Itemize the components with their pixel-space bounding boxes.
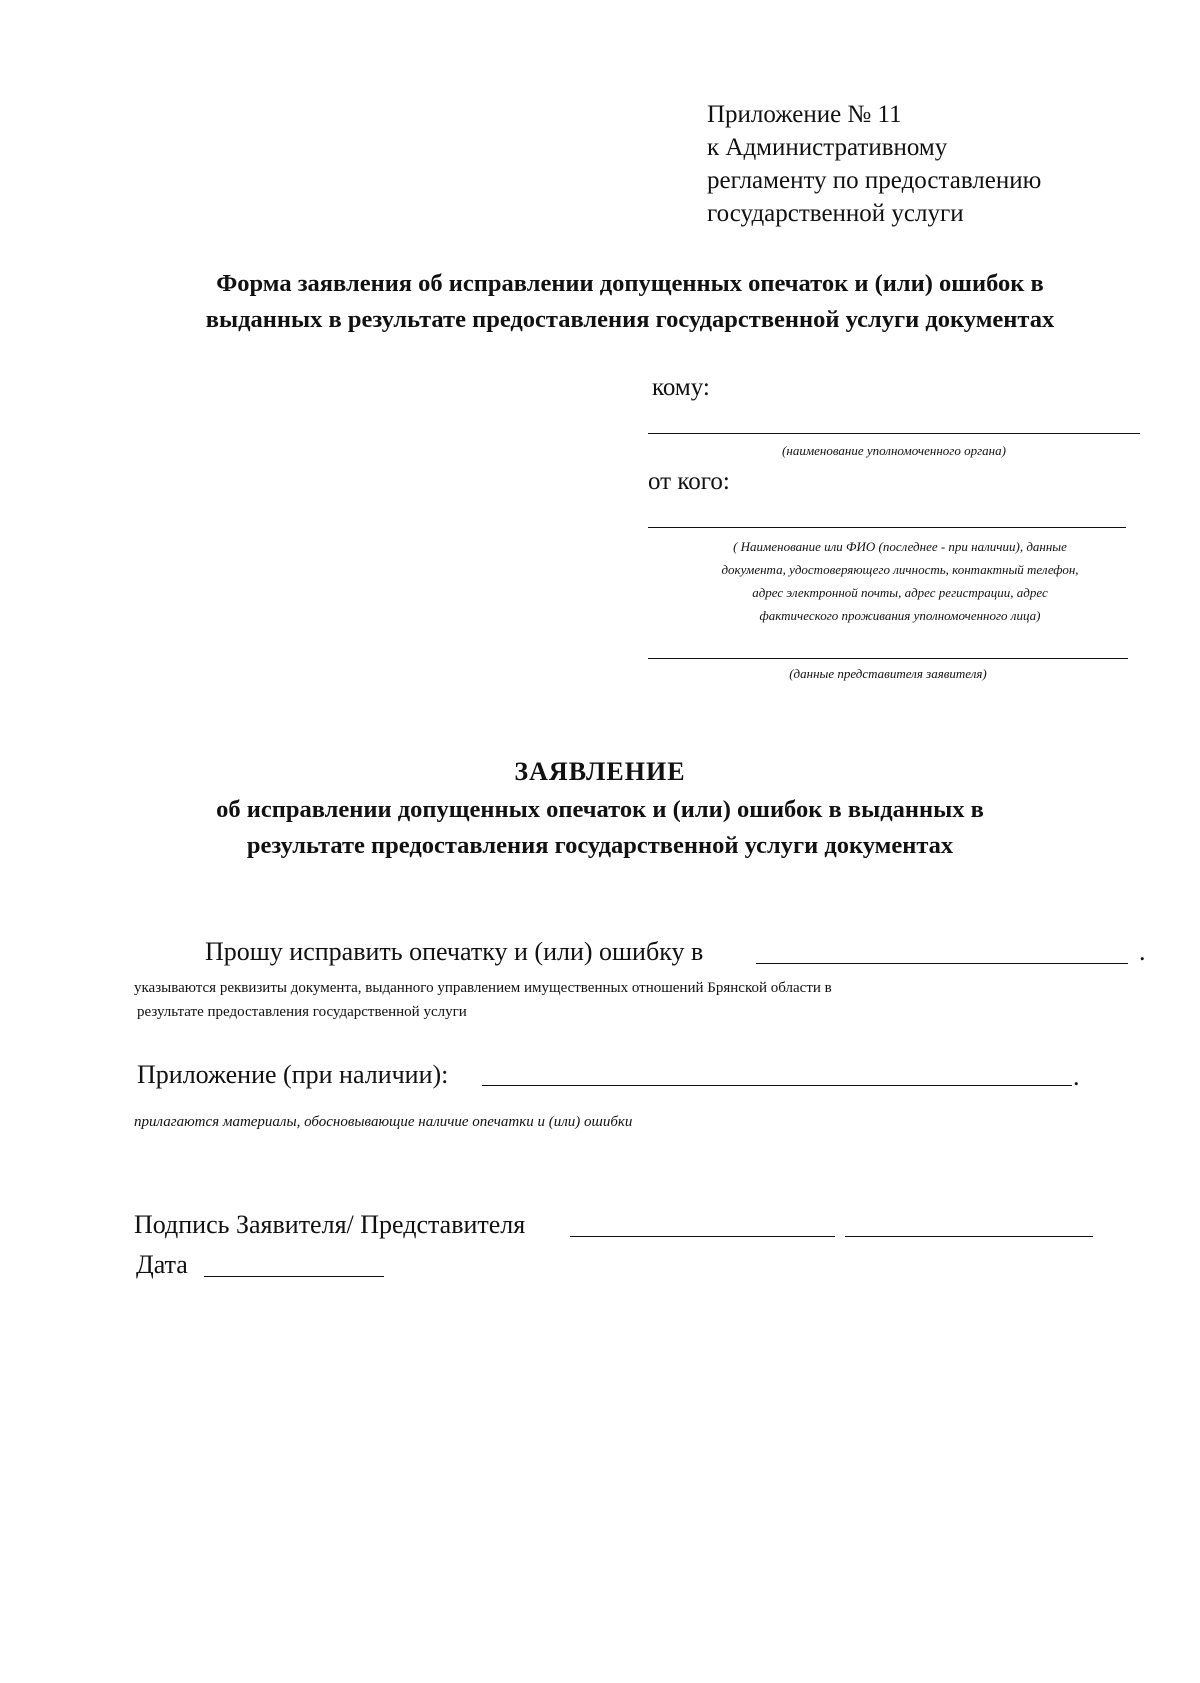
request-note-line-1: указываются реквизиты документа, выданного управлением имущественных отношений Брянской области в (134, 980, 832, 996)
representative-field-line[interactable] (648, 658, 1128, 659)
to-label: кому: (652, 374, 710, 401)
statement-title (150, 752, 1050, 864)
from-label: от кого: (648, 468, 730, 495)
attachment-end-mark: . (1073, 1062, 1080, 1091)
representative-hint: (данные представителя заявителя) (789, 666, 987, 681)
form-title (130, 266, 1130, 338)
statement-subtitle-line-1: об исправлении допущенных опечаток и (или) ошибок в выданных в (216, 796, 984, 823)
form-title-line-1: Форма заявления об исправлении допущенных опечаток и (или) ошибок в (216, 270, 1044, 297)
from-hint-line-3: адрес электронной почты, адрес регистрации, адрес (752, 585, 1048, 600)
from-hint-line-1: ( Наименование или ФИО (последнее - при наличии), данные (733, 539, 1067, 554)
signature-label: Подпись Заявителя/ Представителя (134, 1210, 526, 1239)
request-end-mark: . (1139, 937, 1146, 966)
from-hint-line-2: документа, удостоверяющего личность, контактный телефон, (721, 562, 1079, 577)
request-note-line-2: результате предоставления государственной услуги (137, 1004, 467, 1020)
statement-heading: ЗАЯВЛЕНИЕ (514, 757, 686, 786)
signature-name-field-line[interactable] (845, 1236, 1093, 1237)
appendix-header (707, 98, 1147, 230)
appendix-line-2: к Административному (707, 134, 948, 161)
appendix-line-3: регламенту по предоставлению (707, 167, 1042, 194)
signature-field-line[interactable] (570, 1236, 835, 1237)
request-field-line[interactable] (756, 963, 1128, 964)
attachment-field-line[interactable] (482, 1085, 1072, 1086)
from-field-line[interactable] (648, 527, 1126, 528)
statement-subtitle-line-2: результате предоставления государственной услуги документах (246, 832, 954, 859)
from-hint (640, 535, 1160, 627)
from-hint-line-4: фактического проживания уполномоченного лица) (759, 608, 1041, 623)
appendix-line-4: государственной услуги (707, 200, 964, 227)
attachment-note: прилагаются материалы, обосновывающие наличие опечатки и (или) ошибки (134, 1114, 633, 1130)
attachment-label: Приложение (при наличии): (137, 1060, 449, 1089)
date-field-line[interactable] (204, 1276, 384, 1277)
date-label: Дата (136, 1250, 188, 1279)
to-field-line[interactable] (648, 433, 1140, 434)
to-hint: (наименование уполномоченного органа) (782, 443, 1006, 458)
appendix-number: Приложение № 11 (707, 101, 902, 128)
request-text: Прошу исправить опечатку и (или) ошибку в (205, 937, 704, 966)
form-title-line-2: выданных в результате предоставления государственной услуги документах (205, 306, 1055, 333)
